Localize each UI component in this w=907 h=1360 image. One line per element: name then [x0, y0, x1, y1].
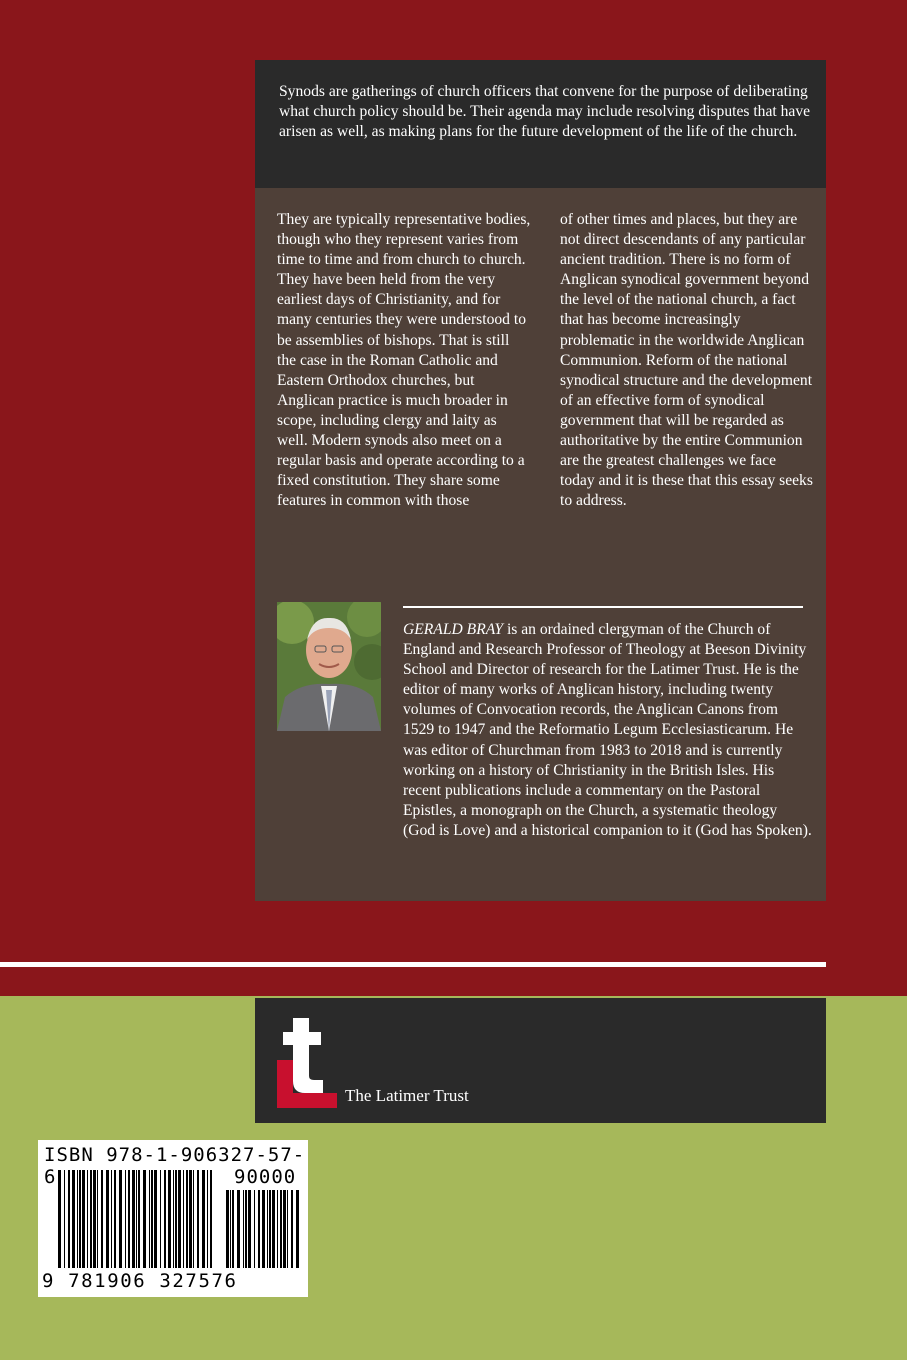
author-photo [277, 602, 381, 731]
description-column-2: of other times and places, but they are not direct descendants of any particular ancient tradition. There is no form of Anglican synodical government beyond the level of the national church, a fact that has become increasingly problematic in the worldwide Anglican Communion. Reform of the national synodical structure and the development of an effective form of synodical government that will be regarded as authoritative by the entire Communion are the greatest challenges we face today and it is these that this essay seeks to address. [560, 211, 813, 510]
barcode [38, 1140, 308, 1297]
author-name: GERALD BRAY [403, 621, 504, 638]
isbn-text: ISBN 978-1-906327-57-6 [44, 1144, 306, 1188]
intro-text: Synods are gatherings of church officers that convene for the purpose of deliberating what church policy should be. Their agenda may include resolving disputes that have arisen as well, as making plans for the future development of the life of the church. [279, 83, 811, 140]
latimer-logo-icon [277, 1018, 337, 1108]
price-code: 90000 [234, 1166, 297, 1188]
description-panel [255, 188, 826, 901]
publisher-name: The Latimer Trust [345, 1086, 469, 1105]
publisher-panel [255, 998, 826, 1123]
intro-panel [255, 60, 826, 188]
description-column-1: They are typically representative bodies, though who they represent varies from time to time and from church to church. They have been held from the very earliest days of Christianity, and for many centuries they were understood to be assemblies of bishops. That is still the case in the Roman Catholic and Eastern Orthodox churches, but Anglican practice is much broader in scope, including clergy and laity as well. Modern synods also meet on a regular basis and operate according to a fixed constitution. They share some features in common with those [277, 211, 531, 510]
author-bio [403, 620, 813, 841]
addon-barcode-bars [226, 1190, 302, 1268]
author-bio-text: is an ordained clergyman of the Church of England and Research Professor of Theology at Beeson Divinity School and Director of research for the Latimer Trust. He is the editor of many works of Anglican history, including twenty volumes of Convocation records, the Anglican Canons from 1529 to 1947 and the Reformatio Legum Ecclesiasticarum. He was editor of Churchman from 1983 to 2018 and is currently working on a history of Christianity in the British Isles. His recent publications include a commentary on the Pastoral Epistles, a monograph on the Church, a systematic theology (God is Love) and a historical companion to it (God has Spoken). [403, 621, 812, 839]
bio-divider [403, 606, 803, 608]
white-stripe [0, 962, 826, 967]
ean-digits: 9 781906 327576 [42, 1270, 238, 1292]
